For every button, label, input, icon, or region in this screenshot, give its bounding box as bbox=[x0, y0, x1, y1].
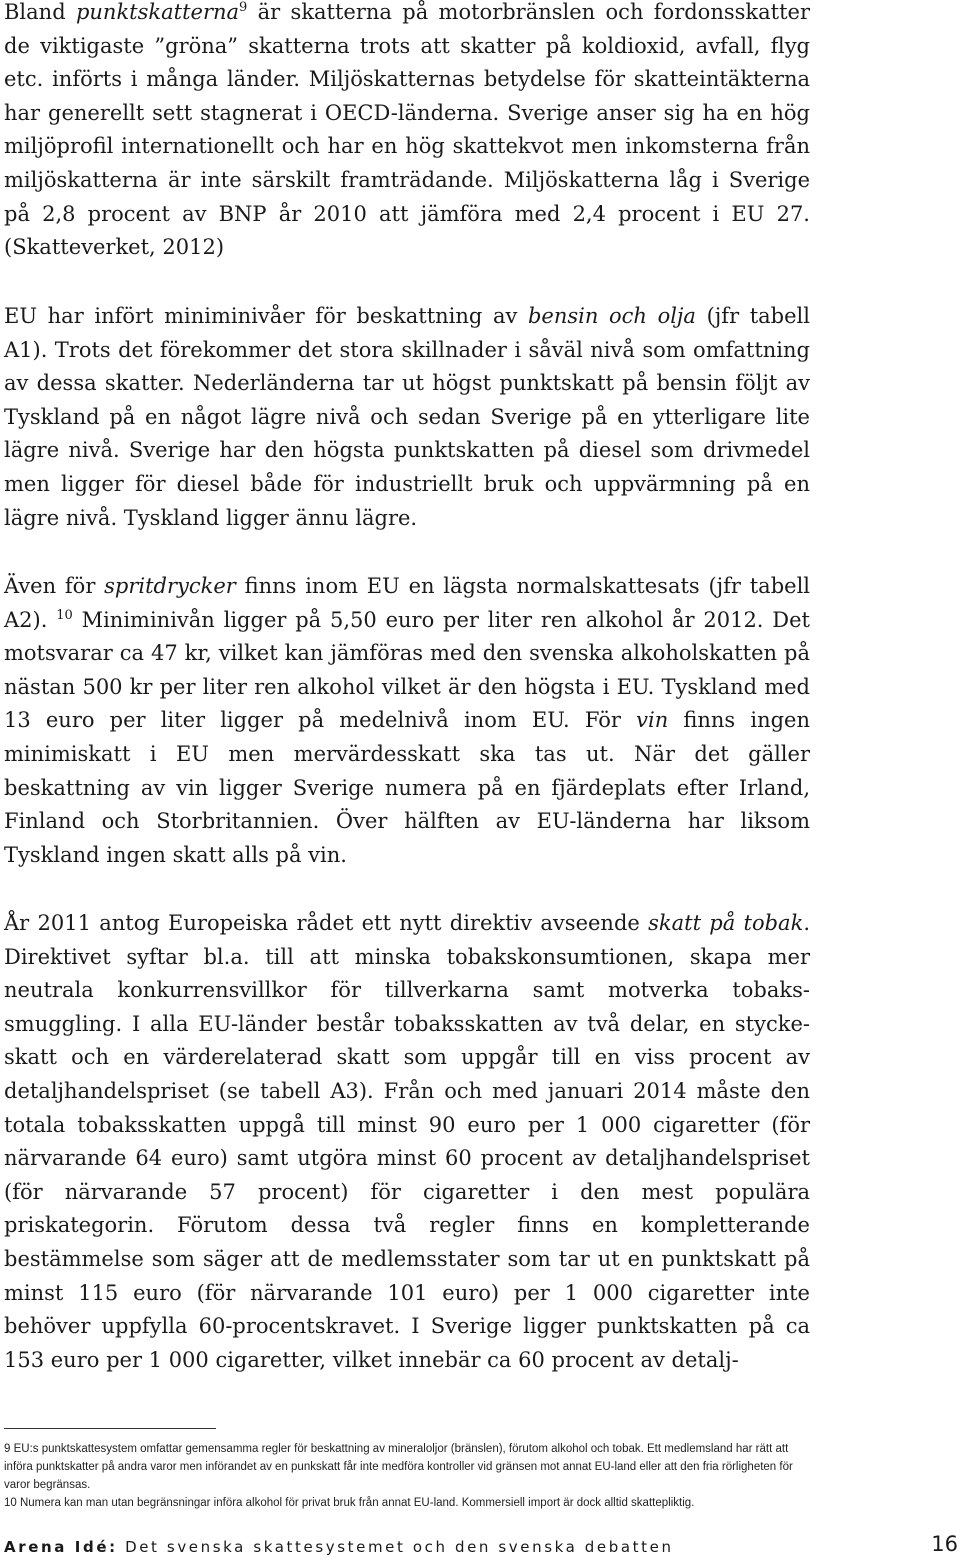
paragraph-alcohol-taxes bbox=[4, 570, 810, 872]
text-run: finns inom EU en lägsta normalskattesats (jfr tabell A2). bbox=[4, 574, 810, 632]
emphasis: bensin och olja bbox=[527, 304, 696, 328]
text-run: EU har infört miniminivåer för beskattning av bbox=[4, 304, 528, 328]
emphasis: skatt på tobak bbox=[648, 911, 804, 935]
publisher-name: Arena Idé: bbox=[4, 1538, 118, 1556]
text-run: är skatterna på motorbränslen och fordonsskatter de viktigaste ”gröna” skatterna trots att skatter på koldioxid, avfall, flyg etc. införts i många länder. Miljöskatternas betydelse för skatteintäkterna har generellt sett stagnerat i OECD-länderna. Sverige anser sig ha en hög miljöprofil internationellt och har en hög skattekvot men inkomsterna från miljöskatterna är inte särskilt framträdande. Miljöskatterna låg i Sverige på 2,8 procent av BNP år 2010 att jämföra med 2,4 procent i EU 27. (Skatteverket, 2012) bbox=[4, 0, 810, 260]
page-footer bbox=[4, 1530, 960, 1560]
footnote-divider bbox=[4, 1428, 216, 1429]
text-run: Även för bbox=[4, 574, 105, 598]
text-run: Miniminivån ligger på 5,50 euro per liter ren alkohol år 2012. Det motsvarar ca 47 kr, vilket kan jämföras med den svenska alkoholskatten på nästan 500 kr per liter ren alkohol vilket är den högsta i EU. Tyskland med 13 euro per liter ligger på medelnivå inom EU. För bbox=[4, 607, 811, 733]
document-title: Det svenska skattesystemet och den svenska debatten bbox=[117, 1538, 674, 1556]
text-run: Bland bbox=[4, 0, 76, 24]
text-run: . Direktivet syftar bl.a. till att minska tobakskonsumtionen, skapa mer neutrala konkurrensvillkor för tillverkarna samt motverka tobakssmuggling. I alla EU-länder består tobaksskatten av två delar, en styckeskatt och en värderelaterad skatt som uppgår till en viss procent av detaljhandelspriset (se tabell A3). Från och med januari 2014 måste den totala tobaksskatten uppgå till minst 90 euro per 1 000 cigaretter (för närvarande 64 euro) samt utgöra minst 60 procent av detaljhandelspriset (för närvarande 57 procent) för cigaretter i den mest populära priskategorin. Förutom dessa två regler finns en kompletterande bestämmelse som säger att de medlemsstater som tar ut en punktskatt på minst 115 euro (för närvarande 101 euro) per 1 000 cigaretter inte behöver uppfylla 60-procentskravet. I Sverige ligger punktskatten på ca 153 euro per 1 000 cigaretter, vilket innebär ca 60 procent av detalj- bbox=[4, 911, 810, 1372]
footnote-9: 9 EU:s punktskattesystem omfattar gemensamma regler för beskattning av mineraloljor (bränslen), förutom alkohol och tobak. Ett medlemsland har rätt att införa punktskatter på andra varor men införandet av en punkskatt får inte medföra kontroller vid gränsen mot annat EU-land eller att den fria rörligheten för varor begränsas. bbox=[4, 1443, 793, 1491]
text-run: År 2011 antog Europeiska rådet ett nytt direktiv avseende bbox=[4, 911, 649, 935]
footnote-ref-10[interactable]: 10 bbox=[56, 607, 73, 623]
emphasis: spritdrycker bbox=[104, 574, 236, 598]
text-run: finns ingen minimiskatt i EU men mervärdesskatt ska tas ut. När det gäller beskattning av vin ligger Sverige numera på en fjärdeplats efter Irland, Finland och Storbritannien. Över hälften av EU-länderna har liksom Tyskland ingen skatt alls på vin. bbox=[4, 708, 810, 867]
footnote-ref-9[interactable]: 9 bbox=[239, 0, 248, 15]
running-footer-title bbox=[4, 1538, 674, 1556]
page-number: 16 bbox=[931, 1532, 958, 1556]
paragraph-fuel-taxes bbox=[4, 300, 810, 535]
paragraph-green-taxes bbox=[4, 0, 810, 265]
paragraph-tobacco-taxes bbox=[4, 907, 810, 1377]
footnote-10: 10 Numera kan man utan begränsningar införa alkohol för privat bruk från annat EU-land. Kommersiell import är dock alltid skattepliktig. bbox=[4, 1497, 695, 1509]
text-run: (jfr tabell A1). Trots det förekommer det stora skillnader i såväl nivå som omfattning av dessa skatter. Nederländerna tar ut högst punktskatt på bensin följt av Tyskland på en något lägre nivå och sedan Sverige på en ytterligare lite lägre nivå. Sverige har den högsta punktskatten på diesel som drivmedel men ligger för diesel både för industriellt bruk och uppvärmning på en lägre nivå. Tyskland ligger ännu lägre. bbox=[4, 304, 810, 530]
emphasis: vin bbox=[636, 708, 669, 733]
emphasis: punktskatterna bbox=[75, 0, 240, 24]
